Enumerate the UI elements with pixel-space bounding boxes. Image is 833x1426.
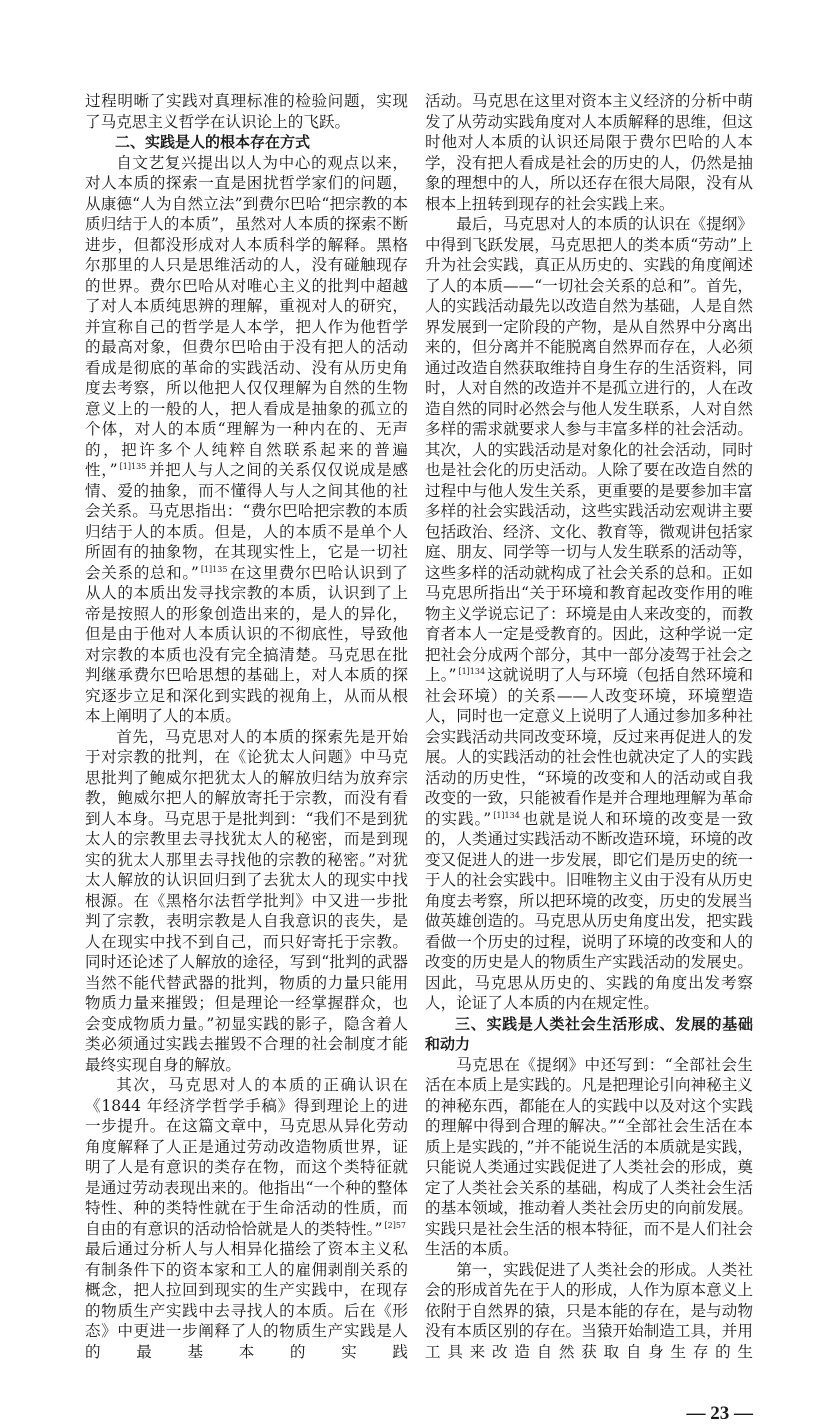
citation-reference: [1]135	[119, 462, 147, 471]
paragraph-text: 过程明晰了实践对真理标准的检验问题，实现了马克思主义哲学在认识论上的飞跃。	[85, 92, 408, 131]
body-paragraph	[425, 91, 753, 214]
section-heading	[425, 1014, 753, 1055]
left-column	[85, 91, 408, 1362]
paragraph-text: 马克思在《提纲》中还写到：“全部社会生活在本质上是实践的。凡是把理论引向神秘主义的神秘东西，都能在人的实践中以及对这个实践的理解中得到合理的解决。”“全部社会生活在本质上是实践的，”并不能说生活的本质就是实践，只能说人类通过实践促进了人类社会的形成，奠定了人类社会关系的基础，构成了人类社会生活的基本领域，推动着人类社会历史的向前发展。实践只是社会生活的根本特征，而不是人们社会生活的本质。	[425, 1055, 753, 1258]
paragraph-text: 第一，实践促进了人类社会的形成。人类社会的形成首先在于人的形成，人作为原本意义上依附于自然界的猿，只是本能的存在，是与动物没有本质区别的存在。当猿开始制造工具，并用工具来改造自然获取自身生存的生	[425, 1260, 753, 1361]
body-paragraph	[85, 727, 408, 1076]
paragraph-text: 并把人与人之间的关系仅仅说成是感情、爱的抽象，而不懂得人与人之间其他的社会关系。马克思指出：“费尔巴哈把宗教的本质归结于人的本质。但是，人的本质不是单个人所固有的抽象物，在其现实性上，它是一切社会关系的总和。”	[85, 461, 408, 582]
body-paragraph	[425, 1055, 753, 1260]
body-paragraph	[425, 214, 753, 1014]
paragraph-text: 三、实践是人类社会生活形成、发展的基础和动力	[425, 1014, 753, 1053]
paragraph-text: 首先，马克思对人的本质的探索先是开始于对宗教的批判，在《论犹太人问题》中马克思批判了鲍威尔把犹太人的解放归结为放弃宗教，鲍威尔把人的解放寄托于宗教，而没有看到人本身。马克思于是批判到：“我们不是到犹太人的宗教里去寻找犹太人的秘密，而是到现实的犹太人那里去寻找他的宗教的秘密。”对犹太人解放的认识回归到了去犹太人的现实中找根源。在《黑格尔法哲学批判》中又进一步批判了宗教，表明宗教是人自我意识的丧失，是人在现实中找不到自己，而只好寄托于宗教。同时还论述了人解放的途径，写到“批判的武器当然不能代替武器的批判，物质的力量只能用物质力量来摧毁；但是理论一经掌握群众，也会变成物质力量。”初显实践的影子，隐含着人类必须通过实践去摧毁不合理的社会制度才能最终实现自身的解放。	[85, 727, 408, 1074]
citation-reference: [1]135	[200, 564, 228, 574]
citation-reference: [2]57	[384, 1220, 406, 1230]
paragraph-text: 最后通过分析人与人相异化描绘了资本主义私有制条件下的资本家和工人的雇佣剥削关系的概念，把人拉回到现实的生产实践中，在现存的物质生产实践中去寻找人的本质。后在《形态》中更进一步阐释了人的物质生产实践是人的最基本的实践	[85, 1240, 408, 1361]
right-column	[425, 91, 753, 1426]
paragraph-text: 二、实践是人的根本存在方式	[115, 133, 311, 151]
page-number: — 23 —	[686, 1403, 753, 1424]
paragraph-text: 这就说明了人与环境（包括自然环境和社会环境）的关系——人改变环境，环境塑造人，同时也一定意义上说明了人通过参加多种社会实践活动共同改变环境，反过来再促进人的发展。人的实践活动的社会性也就决定了人的实践活动的历史性，“环境的改变和人的活动或自我改变的一致，只能被看作是并合理地理解为革命的实践。”	[425, 666, 753, 828]
section-heading	[85, 132, 408, 153]
paragraph-text: 自文艺复兴提出以人为中心的观点以来，对人本质的探索一直是困扰哲学家们的问题，从康德“人为自然立法”到费尔巴哈“把宗教的本质归结于人的本质”，虽然对人本质的探索不断进步，但都没形成对人本质科学的解释。黑格尔那里的人只是思维活动的人，没有碰触现存的世界。费尔巴哈从对唯心主义的批判中超越了对人本质纯思辨的理解，重视对人的研究，并宣称自己的哲学是人本学，把人作为他哲学的最高对象，但费尔巴哈由于没有把人的活动看成是彻底的革命的实践活动、没有从历史角度去考察，所以他把人仅仅理解为自然的生物意义上的一般的人，把人看成是抽象的孤立的个体，对人的本质“理解为一种内在的、无声的，把许多个人纯粹自然联系起来的普遍性，”	[85, 153, 408, 479]
paragraph-text: 其次，马克思对人的本质的正确认识在《1844 年经济学哲学手稿》得到理论上的进一步提升。在这篇文章中，马克思从异化劳动角度解释了人正是通过劳动改造物质世界，证明了人是有意识的类存在物，而这个类特征就是通过劳动表现出来的。他指出“一个种的整体特性、种的类特性就在于生命活动的性质，而自由的有意识的活动恰恰就是人的类特性。”	[85, 1076, 408, 1238]
body-paragraph	[85, 153, 408, 727]
body-paragraph	[85, 91, 408, 132]
paragraph-text: 最后，马克思对人的本质的认识在《提纲》中得到飞跃发展，马克思把人的类本质“劳动”上升为社会实践，真正从历史的、实践的角度阐述了人的本质——“一切社会关系的总和”。首先，人的实践活动最先以改造自然为基础，人是自然界发展到一定阶段的产物，是从自然界中分离出来的，但分离并不能脱离自然界而存在，人必须通过改造自然获取维持自身生存的生活资料，同时，人对自然的改造并不是孤立进行的，人在改造自然的同时必然会与他人发生联系，人对自然多样的需求就要求人参与丰富多样的社会活动。其次，人的实践活动是对象化的社会活动，同时也是社会化的历史活动。人除了要在改造自然的过程中与他人发生关系，更重要的是要参加丰富多样的社会实践活动，这些实践活动宏观讲主要包括政治、经济、文化、教育等，微观讲包括家庭、朋友、同学等一切与人发生联系的活动等，这些多样的活动就构成了社会关系的总和。正如马克思所指出“关于环境和教育起改变作用的唯物主义学说忘记了：环境是由人来改变的，而教育者本人一定是受教育的。因此，这种学说一定把社会分成两个部分，其中一部分凌驾于社会之上。”	[425, 215, 753, 684]
paragraph-text: 也就是说人和环境的改变是一致的，人类通过实践活动不断改造环境，环境的改变又促进人的进一步发展，即它们是历史的统一于人的社会实践中。旧唯物主义由于没有从历史角度去考察，所以把环境的改变，历史的发展当做英雄创造的。马克思从历史角度出发，把实践看做一个历史的过程，说明了环境的改变和人的改变的历史是人的物质生产实践活动的发展史。因此，马克思从历史的、实践的角度出发考察人，论证了人本质的内在规定性。	[425, 809, 753, 1012]
body-paragraph	[425, 1260, 753, 1363]
citation-reference: [1]134	[458, 667, 486, 676]
paragraph-text: 在这里费尔巴哈认识到了从人的本质出发寻找宗教的本质，认识到了上帝是按照人的形象创造出来的，是人的异化，但是由于他对人本质认识的不彻底性，导致他对宗教的本质也没有完全搞清楚。马克思在批判继承费尔巴哈思想的基础上，对人本质的探究逐步立足和深化到实践的视角上，从而从根本上阐明了人的本质。	[85, 563, 408, 725]
paragraph-text: 活动。马克思在这里对资本主义经济的分析中萌发了从劳动实践角度对人本质解释的思维，但这时他对人本质的认识还局限于费尔巴哈的人本学，没有把人看成是社会的历史的人，仍然是抽象的理想中的人，所以还存在很大局限，没有从根本上扭转到现存的社会实践上来。	[425, 92, 753, 213]
body-paragraph	[85, 1075, 408, 1362]
citation-reference: [1]134	[493, 810, 520, 820]
